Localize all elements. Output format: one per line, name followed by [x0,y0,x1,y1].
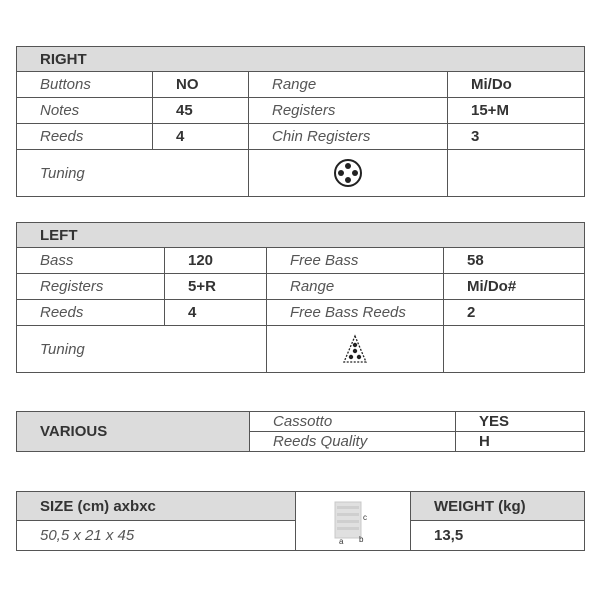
right-tuning-empty [448,150,584,196]
right-title: RIGHT [40,50,87,68]
left-tuning-empty [444,326,584,372]
weight-value: 13,5 [434,527,464,544]
table-row [17,248,584,274]
right-table [16,46,585,197]
table-row [17,150,584,196]
left-range-value: Mi/Do# [467,278,517,295]
various-title: VARIOUS [40,423,108,440]
size-header [17,492,295,521]
weight-column [411,492,584,550]
table-row [17,98,584,124]
dim-b-label: b [359,535,364,544]
various-table [16,411,585,452]
right-registers-value: 15+M [471,102,509,119]
right-chin-registers-label: Chin Registers [249,124,448,149]
right-buttons-label: Buttons [17,72,153,97]
left-bass-label: Bass [17,248,165,273]
right-buttons-value: NO [153,72,249,97]
right-reeds-value: 4 [153,124,249,149]
left-range-label: Range [267,274,444,299]
left-header [17,223,584,248]
table-row [17,72,584,98]
reeds-quality-label: Reeds Quality [250,432,456,451]
size-weight-table [16,491,585,551]
cassotto-label: Cassotto [250,412,456,431]
cassotto-value: YES [479,413,510,430]
left-reeds-label: Reeds [17,300,165,325]
size-value: 50,5 x 21 x 45 [40,527,135,544]
size-label: SIZE (cm) axbxc [40,497,156,515]
table-row [17,124,584,150]
weight-header [411,492,584,521]
table-row [17,274,584,300]
right-tuning-symbol [249,150,448,196]
right-chin-registers-value: 3 [471,128,480,145]
dim-a-label: a [339,537,344,546]
size-column [17,492,296,550]
accordion-dimensions-icon [325,496,381,546]
left-free-bass-value: 58 [467,252,484,269]
dim-c-label: c [363,513,367,522]
left-free-bass-reeds-label: Free Bass Reeds [267,300,444,325]
right-range-label: Range [249,72,448,97]
left-table [16,222,585,373]
left-free-bass-label: Free Bass [267,248,444,273]
right-range-value: Mi/Do [471,76,512,93]
table-row [17,326,584,372]
left-registers-label: Registers [17,274,165,299]
size-image [296,492,411,550]
reeds-quality-value: H [479,433,490,450]
triangle-dots-icon [342,334,368,364]
left-registers-value: 5+R [165,274,267,299]
right-reeds-label: Reeds [17,124,153,149]
right-registers-label: Registers [249,98,448,123]
right-notes-value: 45 [153,98,249,123]
left-free-bass-reeds-value: 2 [467,304,476,321]
various-header [17,412,250,451]
left-reeds-value: 4 [165,300,267,325]
left-tuning-label: Tuning [17,326,267,372]
left-tuning-symbol [267,326,444,372]
right-tuning-label: Tuning [17,150,249,196]
various-rows [250,412,584,451]
table-row [250,432,584,451]
right-notes-label: Notes [17,98,153,123]
left-bass-value: 120 [165,248,267,273]
table-row [17,300,584,326]
table-row [250,412,584,432]
right-header [17,47,584,72]
four-dot-circle-icon [332,157,364,189]
left-title: LEFT [40,226,78,244]
weight-label: WEIGHT (kg) [434,497,526,515]
